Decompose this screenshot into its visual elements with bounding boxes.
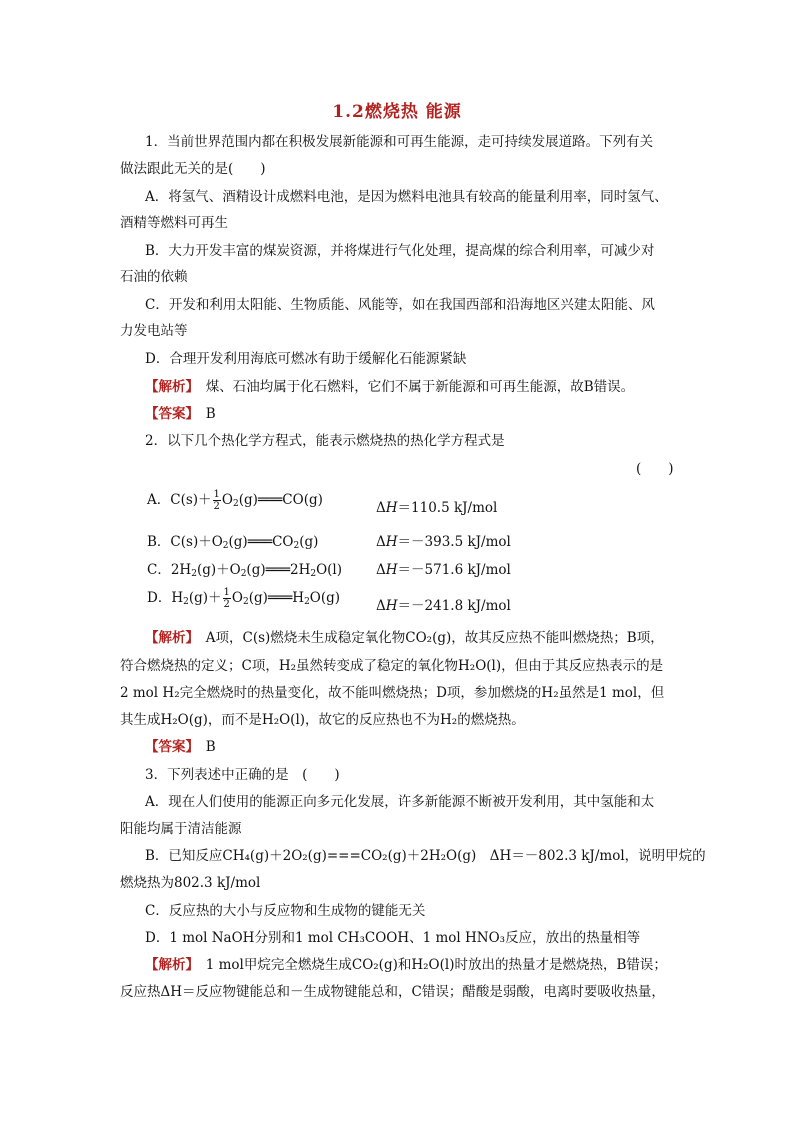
q2-analysis-line4: 其生成H₂O(g)，而不是H₂O(l)，故它的反应热也不为H₂的燃烧热。 (120, 712, 525, 728)
analysis-tag: 【解析】 (145, 379, 193, 395)
q2-analysis-line1 (145, 628, 664, 648)
analysis-tag: 【解析】 (145, 957, 193, 973)
analysis-text: 1 mol甲烷完全燃烧生成CO₂(g)和H₂O(l)时放出的热量才是燃烧热，B错误； (192, 957, 667, 973)
q1-option-b-line2: 石油的依赖 (120, 269, 188, 285)
q1-option-c-line2: 力发电站等 (120, 323, 188, 339)
fraction-half: $\frac{1}{2}$ (213, 489, 220, 512)
q2-option-a-dh: ΔH＝110.5 kJ/mol (376, 500, 498, 516)
analysis-text: A项，C(s)燃烧未生成稳定氧化物CO₂(g)，故其反应热不能叫燃烧热；B项， (192, 630, 664, 646)
q3-option-b-line2: 燃烧热为802.3 kJ/mol (120, 875, 261, 891)
q2-stem: 2．以下几个热化学方程式，能表示燃烧热的热化学方程式是 (145, 433, 505, 449)
q2-analysis-line3: 2 mol H₂完全燃烧时的热量变化，故不能叫燃烧热；D项，参加燃烧的H₂虽然是1 mol，但 (120, 685, 665, 701)
answer-text: B (192, 406, 216, 422)
fraction-half: $\frac{1}{2}$ (223, 587, 230, 610)
q2-option-b-equation: B．$C(s)+O_2(g)═══CO_2(g)$ (147, 534, 319, 551)
q1-stem-line1: 1．当前世界范围内都在积极发展新能源和可再生能源，走可持续发展道路。下列有关 (145, 134, 654, 150)
q3-option-a-line1: A．现在人们使用的能源正向多元化发展，许多新能源不断被开发利用，其中氢能和太 (145, 794, 655, 810)
page-title: 1.2燃烧热 能源 (332, 102, 462, 122)
analysis-tag: 【解析】 (145, 630, 193, 646)
q2-answer-paren: ( ) (636, 461, 674, 477)
q3-stem: 3．下列表述中正确的是 ( ) (145, 767, 340, 783)
q3-option-c: C．反应热的大小与反应物和生成物的键能无关 (145, 903, 426, 919)
q2-option-c-equation: C．$2H_2(g)+O_2(g)═══2H_2O(l)$ (147, 562, 342, 579)
q1-option-b-line1: B．大力开发丰富的煤炭资源，并将煤进行气化处理，提高煤的综合利用率，可减少对 (145, 243, 655, 259)
q2-option-b-dh: ΔH＝－393.5 kJ/mol (376, 534, 511, 550)
q1-option-c-line1: C．开发和利用太阳能、生物质能、风能等，如在我国西部和沿海地区兴建太阳能、风 (145, 297, 655, 313)
analysis-text: 煤、石油均属于化石燃料，它们不属于新能源和可再生能源，故B错误。 (192, 379, 635, 395)
q1-stem-line2: 做法跟此无关的是( ) (120, 161, 266, 177)
q2-answer (145, 737, 216, 757)
answer-tag: 【答案】 (145, 406, 193, 422)
q2-option-a-equation: A．C(s)＋ $\frac{1}{2}$ $O_2(g)═══CO(g)$ (147, 489, 323, 512)
q2-option-d-dh: ΔH＝－241.8 kJ/mol (376, 598, 511, 614)
q1-option-d: D．合理开发利用海底可燃冰有助于缓解化石能源紧缺 (145, 351, 467, 367)
q3-option-b-line1: B．已知反应CH₄(g)＋2O₂(g)===CO₂(g)＋2H₂O(g) ΔH＝－802.3 kJ/mol，说明甲烷的 (145, 848, 706, 864)
q1-option-a-line2: 酒精等燃料可再生 (120, 215, 228, 231)
q1-option-a-line1: A．将氢气、酒精设计成燃料电池，是因为燃料电池具有较高的能量利用率，同时氢气、 (145, 189, 668, 205)
q2-analysis-line2: 符合燃烧热的定义；C项，H₂虽然转变成了稳定的氧化物H₂O(l)，但由于其反应热表示的是 (120, 658, 664, 674)
q3-analysis-line2: 反应热ΔH＝反应物键能总和－生成物键能总和，C错误；醋酸是弱酸，电离时要吸收热量， (120, 984, 665, 1000)
answer-text: B (192, 739, 216, 755)
q2-option-d-equation: D．$H_2(g)+$ $\frac{1}{2}$ $O_2(g)═══H_2O(g)$ (147, 587, 341, 610)
q3-option-d: D．1 mol NaOH分别和1 mol CH₃COOH、1 mol HNO₃反应，放出的热量相等 (145, 930, 641, 946)
q1-analysis (145, 377, 634, 397)
q3-option-a-line2: 阳能均属于清洁能源 (120, 821, 242, 837)
q2-option-c-dh: ΔH＝－571.6 kJ/mol (376, 562, 511, 578)
answer-tag: 【答案】 (145, 739, 193, 755)
q3-analysis-line1 (145, 955, 667, 975)
q1-answer (145, 404, 216, 424)
